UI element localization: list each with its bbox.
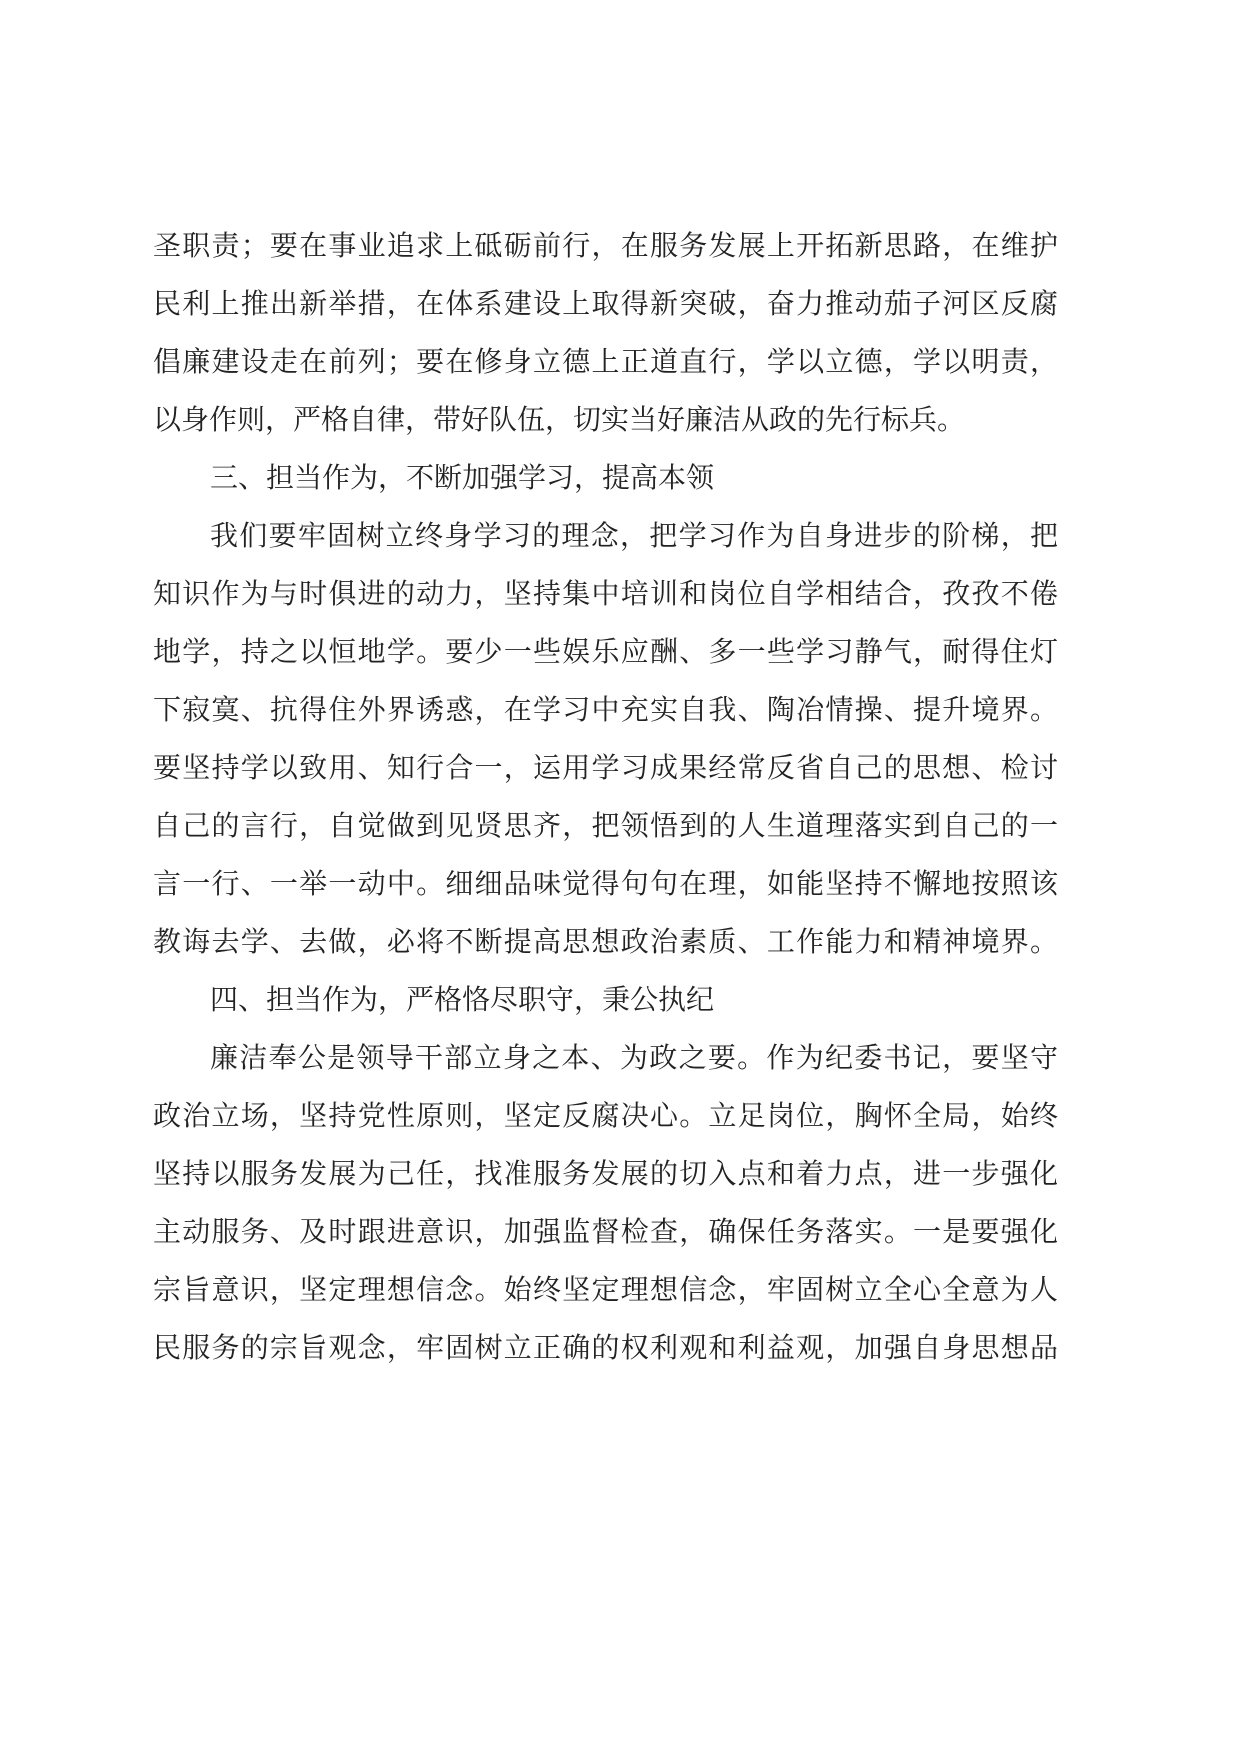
text-line: 廉洁奉公是领导干部立身之本、为政之要。作为纪委书记，要坚守 — [210, 1041, 1058, 1074]
text-line: 教诲去学、去做，必将不断提高思想政治素质、工作能力和精神境界。 — [153, 925, 1058, 958]
text-line: 地学，持之以恒地学。要少一些娱乐应酬、多一些学习静气，耐得住灯 — [153, 635, 1058, 668]
text-line: 下寂寞、抗得住外界诱惑，在学习中充实自我、陶冶情操、提升境界。 — [153, 693, 1058, 726]
text-line: 知识作为与时俱进的动力，坚持集中培训和岗位自学相结合，孜孜不倦 — [153, 577, 1058, 610]
section-heading: 三、担当作为，不断加强学习，提高本领 — [210, 461, 715, 494]
text-line: 圣职责；要在事业追求上砥砺前行，在服务发展上开拓新思路，在维护 — [153, 229, 1058, 262]
section-heading: 四、担当作为，严格恪尽职守，秉公执纪 — [210, 983, 715, 1016]
text-line: 民利上推出新举措，在体系建设上取得新突破，奋力推动茄子河区反腐 — [153, 287, 1058, 320]
text-line: 坚持以服务发展为己任，找准服务发展的切入点和着力点，进一步强化 — [153, 1157, 1058, 1190]
text-line: 政治立场，坚持党性原则，坚定反腐决心。立足岗位，胸怀全局，始终 — [153, 1099, 1058, 1132]
text-line: 主动服务、及时跟进意识，加强监督检查，确保任务落实。一是要强化 — [153, 1215, 1058, 1248]
text-line: 以身作则，严格自律，带好队伍，切实当好廉洁从政的先行标兵。 — [153, 403, 966, 436]
text-line: 民服务的宗旨观念，牢固树立正确的权利观和利益观，加强自身思想品 — [153, 1331, 1058, 1364]
text-line: 宗旨意识，坚定理想信念。始终坚定理想信念，牢固树立全心全意为人 — [153, 1273, 1058, 1306]
text-line: 我们要牢固树立终身学习的理念，把学习作为自身进步的阶梯，把 — [210, 519, 1058, 552]
text-line: 自己的言行，自觉做到见贤思齐，把领悟到的人生道理落实到自己的一 — [153, 809, 1058, 842]
text-line: 言一行、一举一动中。细细品味觉得句句在理，如能坚持不懈地按照该 — [153, 867, 1058, 900]
text-line: 倡廉建设走在前列；要在修身立德上正道直行，学以立德，学以明责， — [153, 345, 1058, 378]
text-line: 要坚持学以致用、知行合一，运用学习成果经常反省自己的思想、检讨 — [153, 751, 1058, 784]
